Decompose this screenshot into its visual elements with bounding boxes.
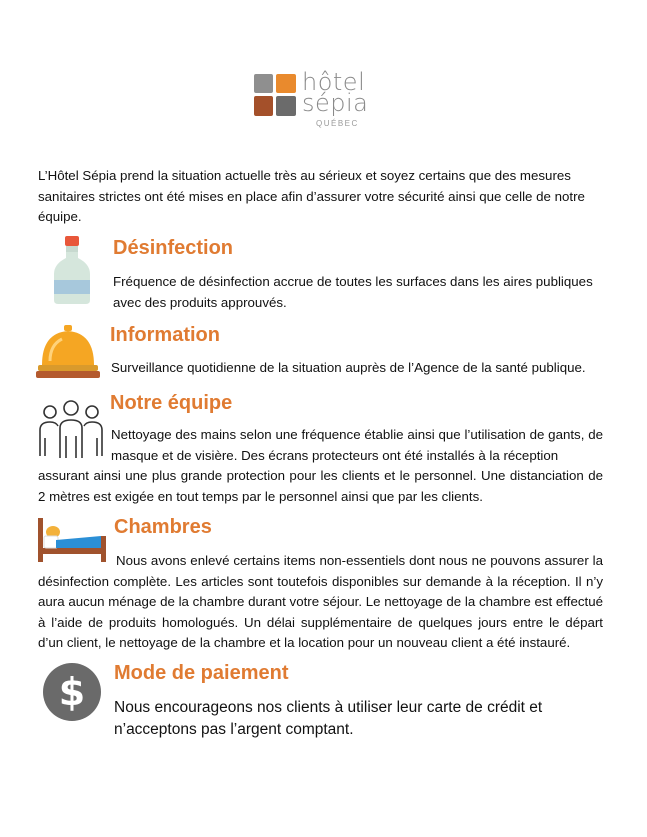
- section-title-equipe: Notre équipe: [110, 392, 233, 414]
- section-title-information: Information: [110, 324, 220, 346]
- section-text-information: Surveillance quotidienne de la situation auprès de l’Agence de la santé publique.: [111, 360, 586, 375]
- staff-team-icon: [38, 398, 104, 465]
- section-text-equipe-rest: assurant ainsi une plus grande protection pour les clients et le personnel. Une distanciation de 2 mètres est exigée en tout temps par le personnel ainsi que par les clients.: [38, 468, 603, 504]
- service-bell-icon: [36, 323, 100, 384]
- section-text-equipe-indented: Nettoyage des mains selon une fréquence établie ainsi que l’utilisation de gants, de masque et de visière. Des écrans protecteurs ont été installés à la réception: [111, 427, 603, 463]
- dollar-coin-icon: [42, 662, 102, 727]
- intro-paragraph: L’Hôtel Sépia prend la situation actuelle très au sérieux et soyez certains que des mesures sanitaires strictes ont été mises en place afin d’assurer votre sécurité ainsi que celle de notre équipe.: [38, 168, 585, 224]
- section-text-desinfection: Fréquence de désinfection accrue de toutes les surfaces dans les aires publiques avec des produits approuvés.: [113, 274, 593, 310]
- logo-location: QUÉBEC: [316, 119, 359, 128]
- section-title-desinfection: Désinfection: [113, 237, 234, 259]
- section-text-paiement: Nous encourageons nos clients à utiliser leur carte de crédit et n’acceptons pas l’argent comptant.: [114, 699, 543, 738]
- section-title-chambres: Chambres: [114, 516, 212, 538]
- logo-word-hotel: hôtel: [302, 68, 366, 96]
- logo-word-sepia: sépia: [302, 89, 369, 117]
- section-text-chambres: Nous avons enlevé certains items non-essentiels dont nous ne pouvons assurer la désinfection complète. Les articles sont toutefois disponibles sur demande à la réception. Il n’y aura aucun ménage de la chambre durant votre séjour. Le nettoyage de la chambre est effectué à l’aide de produits homologués. Un délai supplémentaire de quelques jours entre le départ d’un client, le nettoyage de la chambre et la location pour un nouveau client a été instauré.: [38, 553, 603, 650]
- sanitizer-bottle-icon: [52, 236, 92, 311]
- section-title-paiement: Mode de paiement: [114, 662, 289, 684]
- svg-text:$: $: [58, 670, 86, 714]
- hotel-logo-wordmark: [302, 68, 382, 128]
- hotel-logo-icon: [254, 74, 296, 116]
